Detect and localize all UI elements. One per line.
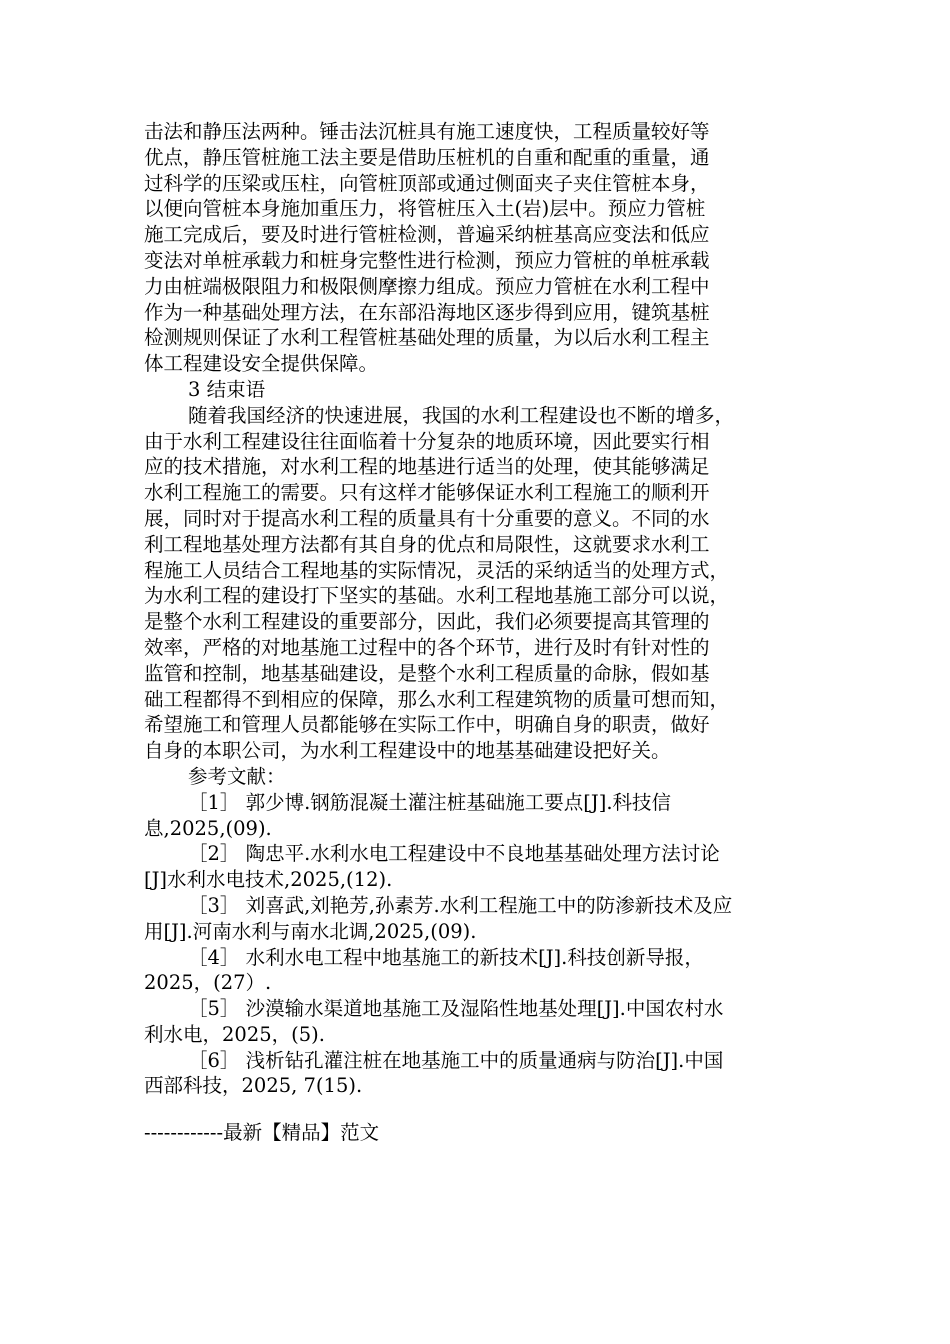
text-line: 变法对单桩承载力和桩身完整性进行检测，预应力管桩的单桩承载: [144, 248, 710, 272]
body-paragraph: [144, 119, 809, 377]
text-line: 击法和静压法两种。锤击法沉桩具有施工速度快，工程质量较好等: [144, 120, 710, 143]
text-line: 应的技术措施，对水利工程的地基进行适当的处理，使其能够满足: [144, 455, 710, 479]
reference-line: ［1］ 郭少博.钢筋混凝土灌注桩基础施工要点[J].科技信: [188, 790, 672, 814]
reference-line: 用[J].河南水利与南水北调,2025,(09).: [144, 919, 477, 943]
text-line: 随着我国经济的快速进展，我国的水利工程建设也不断的增多，: [188, 403, 735, 427]
text-line: 利工程地基处理方法都有其自身的优点和局限性，这就要求水利工: [144, 532, 710, 556]
reference-line: ［6］ 浅析钻孔灌注桩在地基施工中的质量通病与防治[J].中国: [188, 1048, 724, 1072]
text-line: 作为一种基础处理方法，在东部沿海地区逐步得到应用，键筑基桩: [144, 300, 710, 324]
text-line: 优点，静压管桩施工法主要是借助压桩机的自重和配重的重量，通: [144, 145, 710, 169]
reference-list: [144, 790, 809, 1100]
reference-item: [144, 945, 809, 997]
reference-line: ［3］ 刘喜武,刘艳芳,孙素芳.水利工程施工中的防渗新技术及应: [188, 893, 733, 917]
reference-item: [144, 790, 809, 842]
reference-line: ［4］ 水利水电工程中地基施工的新技术[J].科技创新导报，: [188, 945, 704, 969]
reference-item: [144, 996, 809, 1048]
document-page: [144, 119, 809, 1099]
text-line: 自身的本职公司，为水利工程建设中的地基基础建设把好关。: [144, 739, 671, 763]
reference-line: 息,2025,(09).: [144, 816, 272, 840]
reference-line: ［5］ 沙漠输水渠道地基施工及湿陷性地基处理[J].中国农村水: [188, 997, 724, 1021]
text-line: 施工完成后，要及时进行管桩检测，普遍采纳桩基高应变法和低应: [144, 223, 710, 247]
reference-item: [144, 1048, 809, 1100]
text-line: 检测规则保证了水利工程管桩基础处理的质量，为以后水利工程主: [144, 326, 710, 350]
reference-line: [J]水利水电技术,2025,(12).: [144, 868, 393, 892]
text-line: 监管和控制，地基基础建设，是整个水利工程质量的命脉，假如基: [144, 661, 710, 685]
text-line: 过科学的压梁或压柱，向管桩顶部或通过侧面夹子夹住管桩本身，: [144, 171, 710, 195]
text-line: 为水利工程的建设打下坚实的基础。水利工程地基施工部分可以说，: [144, 584, 730, 608]
reference-item: [144, 841, 809, 893]
text-line: 由于水利工程建设往往面临着十分复杂的地质环境，因此要实行相: [144, 429, 710, 453]
text-line: 力由桩端极限阻力和极限侧摩擦力组成。预应力管桩在水利工程中: [144, 274, 710, 298]
text-line: 展，同时对于提高水利工程的质量具有十分重要的意义。不同的水: [144, 506, 710, 530]
text-line: 水利工程施工的需要。只有这样才能够保证水利工程施工的顺利开: [144, 481, 710, 505]
conclusion-paragraph: [144, 403, 809, 764]
text-line: 效率，严格的对地基施工过程中的各个环节，进行及时有针对性的: [144, 635, 710, 659]
text-line: 础工程都得不到相应的保障，那么水利工程建筑物的质量可想而知，: [144, 687, 730, 711]
reference-line: 西部科技，2025, 7(15).: [144, 1074, 363, 1098]
text-line: 以便向管桩本身施加重压力，将管桩压入土(岩)层中。预应力管桩: [144, 197, 706, 221]
reference-item: [144, 893, 809, 945]
reference-line: 2025，(27）.: [144, 971, 272, 995]
references-heading: 参考文献：: [188, 764, 286, 788]
text-line: 是整个水利工程建设的重要部分，因此，我们必须要提高其管理的: [144, 610, 710, 634]
page-footer: ------------最新【精品】范文: [144, 1121, 380, 1144]
text-line: 希望施工和管理人员都能够在实际工作中，明确自身的职责，做好: [144, 713, 710, 737]
text-line: 体工程建设安全提供保障。: [144, 352, 379, 376]
section-heading: 3 结束语: [188, 377, 266, 401]
reference-line: 利水电，2025，(5).: [144, 1022, 325, 1046]
text-line: 程施工人员结合工程地基的实际情况，灵活的采纳适当的处理方式，: [144, 558, 730, 582]
reference-line: ［2］ 陶忠平.水利水电工程建设中不良地基基础处理方法讨论: [188, 842, 720, 866]
